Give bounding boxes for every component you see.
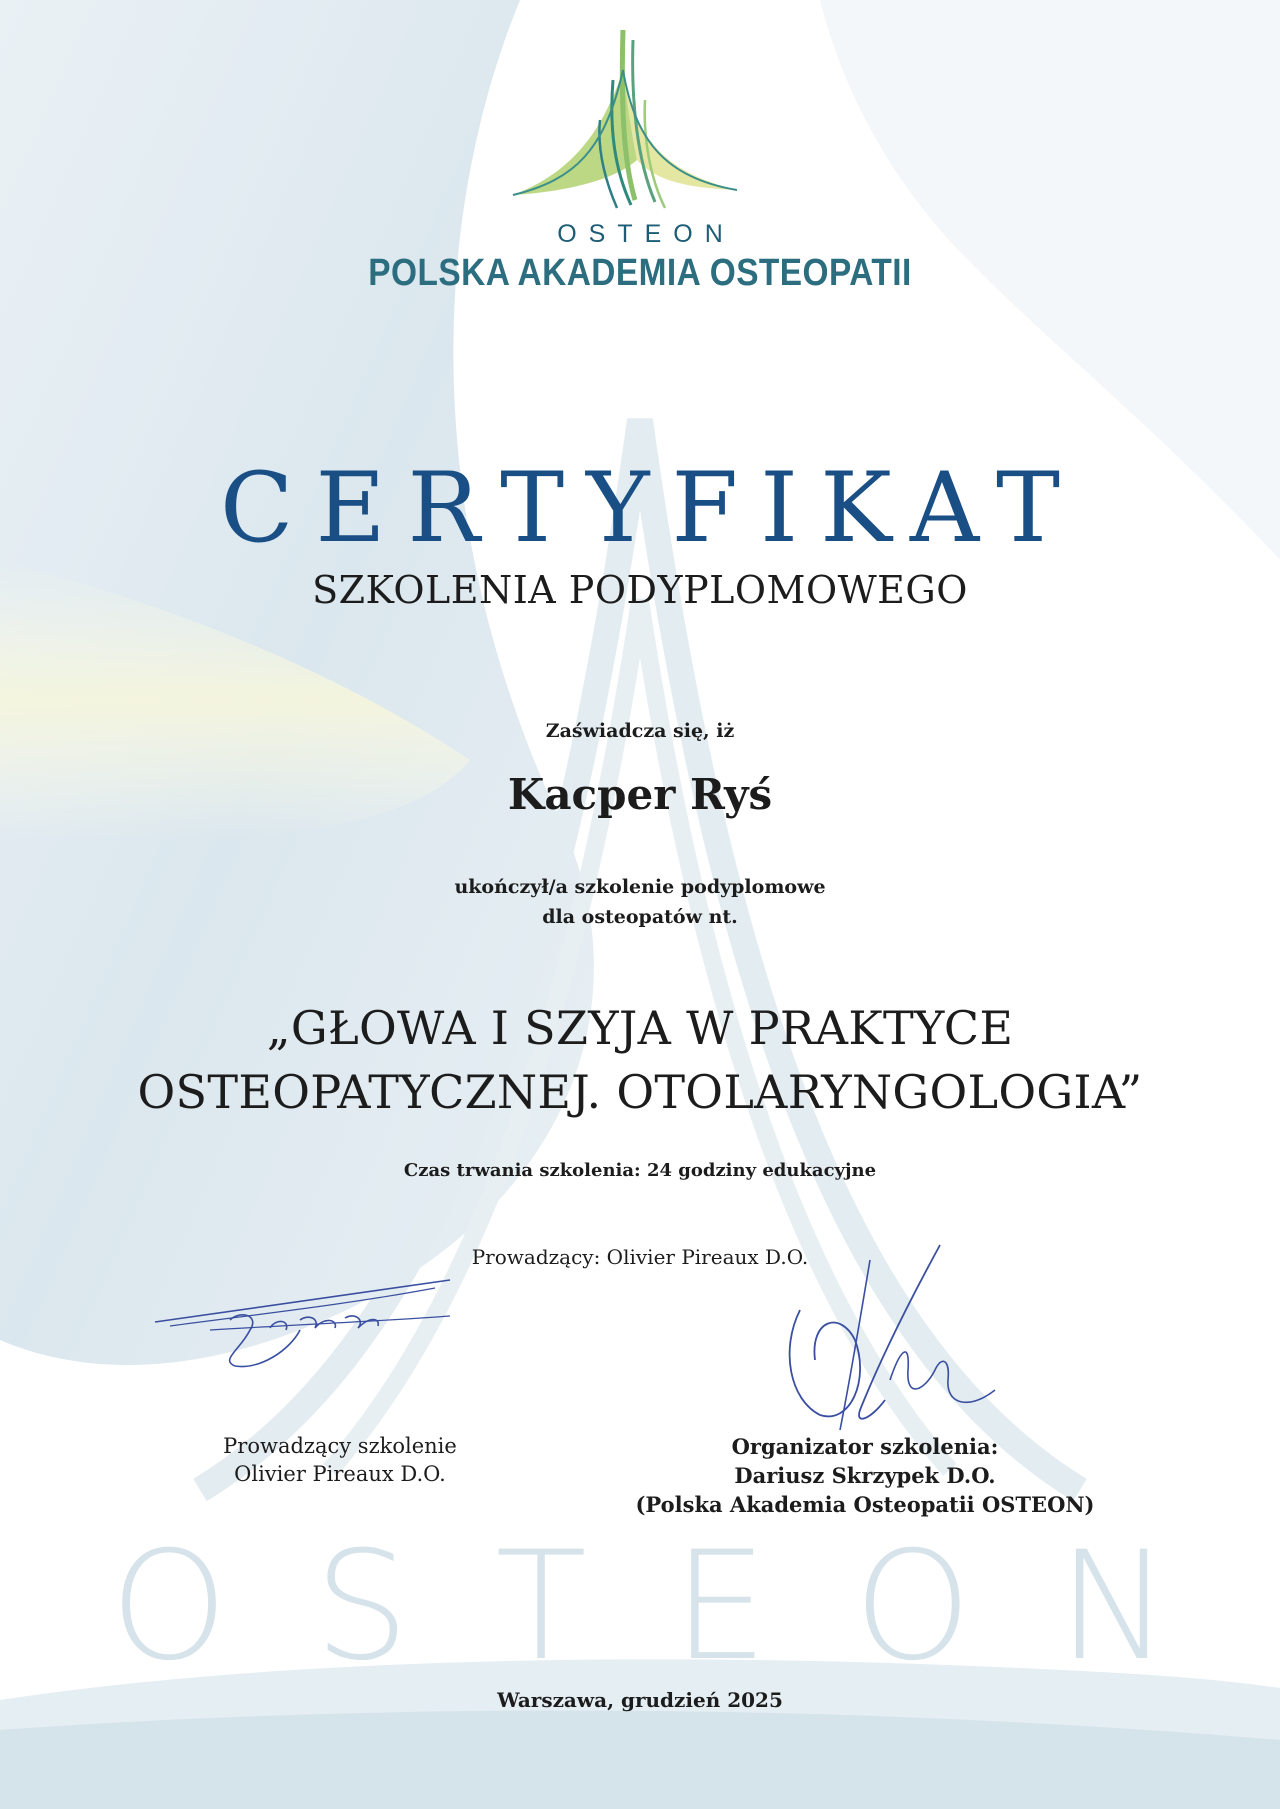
organizer-signature-block [620,1432,1110,1519]
instructor-role: Prowadzący szkolenie [223,1434,457,1458]
organizer-signature-icon [760,1240,1020,1440]
instructor-line: Prowadzący: Olivier Pireaux D.O. [471,1245,809,1269]
course-title-line-1: „GŁOWA I SZYJA W PRAKTYCE [266,1001,1014,1055]
organizer-name: Dariusz Skrzypek D.O. [734,1463,996,1488]
recipient-name: Kacper Ryś [507,770,773,819]
completion-line-1: ukończył/a szkolenie podyplomowe [454,876,826,898]
brand-full-name: POLSKA AKADEMIA OSTEOPATII [368,252,912,294]
certificate-title: CERTYFIKAT [220,452,1082,564]
course-title [0,996,1280,1124]
certifies-text: Zaświadcza się, iż [545,720,735,742]
course-title-line-2: OSTEOPATYCZNEJ. OTOLARYNGOLOGIA” [137,1065,1143,1119]
instructor-name: Olivier Pireaux D.O. [234,1462,446,1486]
certificate-subtitle: SZKOLENIA PODYPLOMOWEGO [312,568,968,612]
osteon-logo-icon [505,10,745,220]
completion-line-2: dla osteopatów nt. [542,906,738,928]
place-and-date: Warszawa, grudzień 2025 [497,1688,783,1712]
organizer-role: Organizator szkolenia: [731,1434,999,1459]
course-duration: Czas trwania szkolenia: 24 godziny edukacyjne [403,1160,877,1181]
osteon-watermark: OSTEON [110,1520,1256,1694]
completion-statement [0,872,1280,932]
instructor-signature-icon [150,1270,470,1380]
organizer-organization: (Polska Akademia Osteopatii OSTEON) [635,1492,1095,1517]
instructor-signature-block [200,1432,480,1488]
brand-short-name: OSTEON [557,220,735,248]
